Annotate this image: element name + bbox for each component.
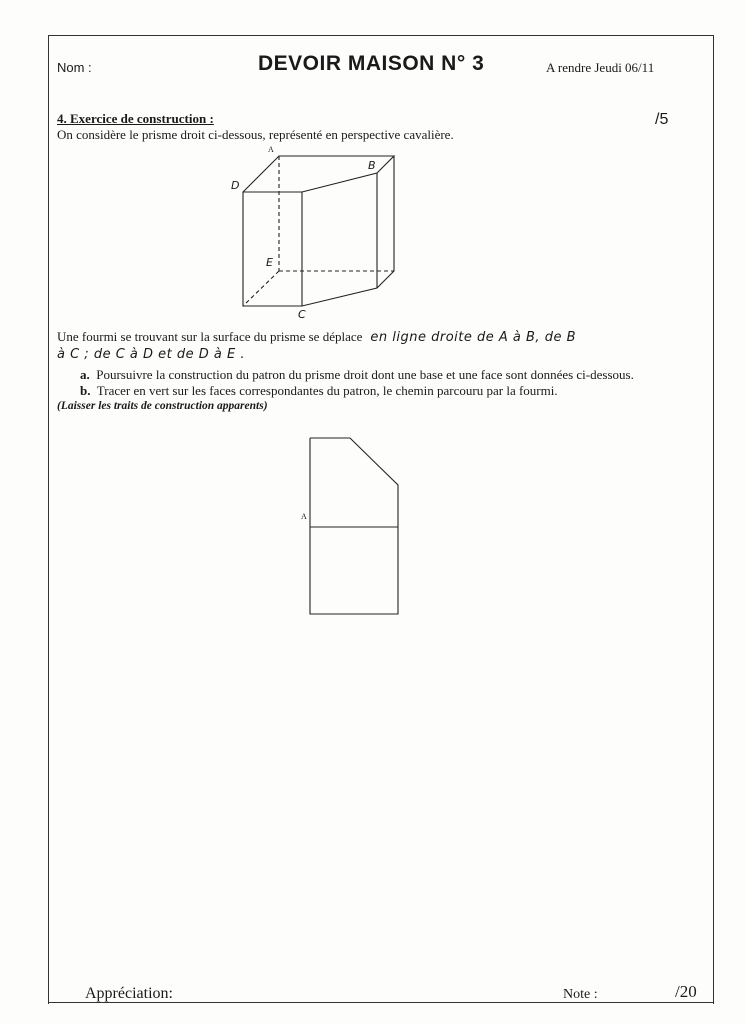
net-figure <box>310 438 398 614</box>
exercise-heading: 4. Exercice de construction : <box>57 111 214 126</box>
item-a-text: Poursuivre la construction du patron du prisme droit dont une base et une face sont données ci-dessous. <box>96 367 634 382</box>
item-b-text: Tracer en vert sur les faces correspondantes du patron, le chemin parcouru par la fourmi. <box>96 383 558 398</box>
item-b-marker: b. <box>80 383 91 398</box>
name-label: Nom : <box>57 60 92 75</box>
label-d: D <box>231 179 240 192</box>
label-c: C <box>298 308 307 321</box>
page-title: DEVOIR MAISON N° 3 <box>258 52 485 75</box>
label-b: B <box>368 159 377 172</box>
note-label: Note : <box>563 987 598 1002</box>
label-a: A <box>268 145 274 154</box>
construction-note: (Laisser les traits de construction apparents) <box>57 400 268 412</box>
due-date: A rendre Jeudi 06/11 <box>546 60 655 75</box>
ant-sentence <box>57 330 576 345</box>
appreciation-label: Appréciation: <box>85 985 173 1002</box>
note-total: /20 <box>675 982 697 1001</box>
ant-text: Une fourmi se trouvant sur la surface du prisme se déplace <box>57 329 363 344</box>
item-a <box>80 368 634 382</box>
exercise-points: /5 <box>655 111 669 128</box>
handwritten-answer-2: à C ; de C à D et de D à E . <box>57 347 245 362</box>
exercise-intro: On considère le prisme droit ci-dessous, représenté en perspective cavalière. <box>57 127 454 142</box>
handwritten-answer-1: en ligne droite de A à B, de B <box>370 330 577 345</box>
net-label-a: A <box>301 512 307 521</box>
item-a-marker: a. <box>80 367 90 382</box>
label-e: E <box>266 256 274 269</box>
item-b <box>80 384 558 398</box>
